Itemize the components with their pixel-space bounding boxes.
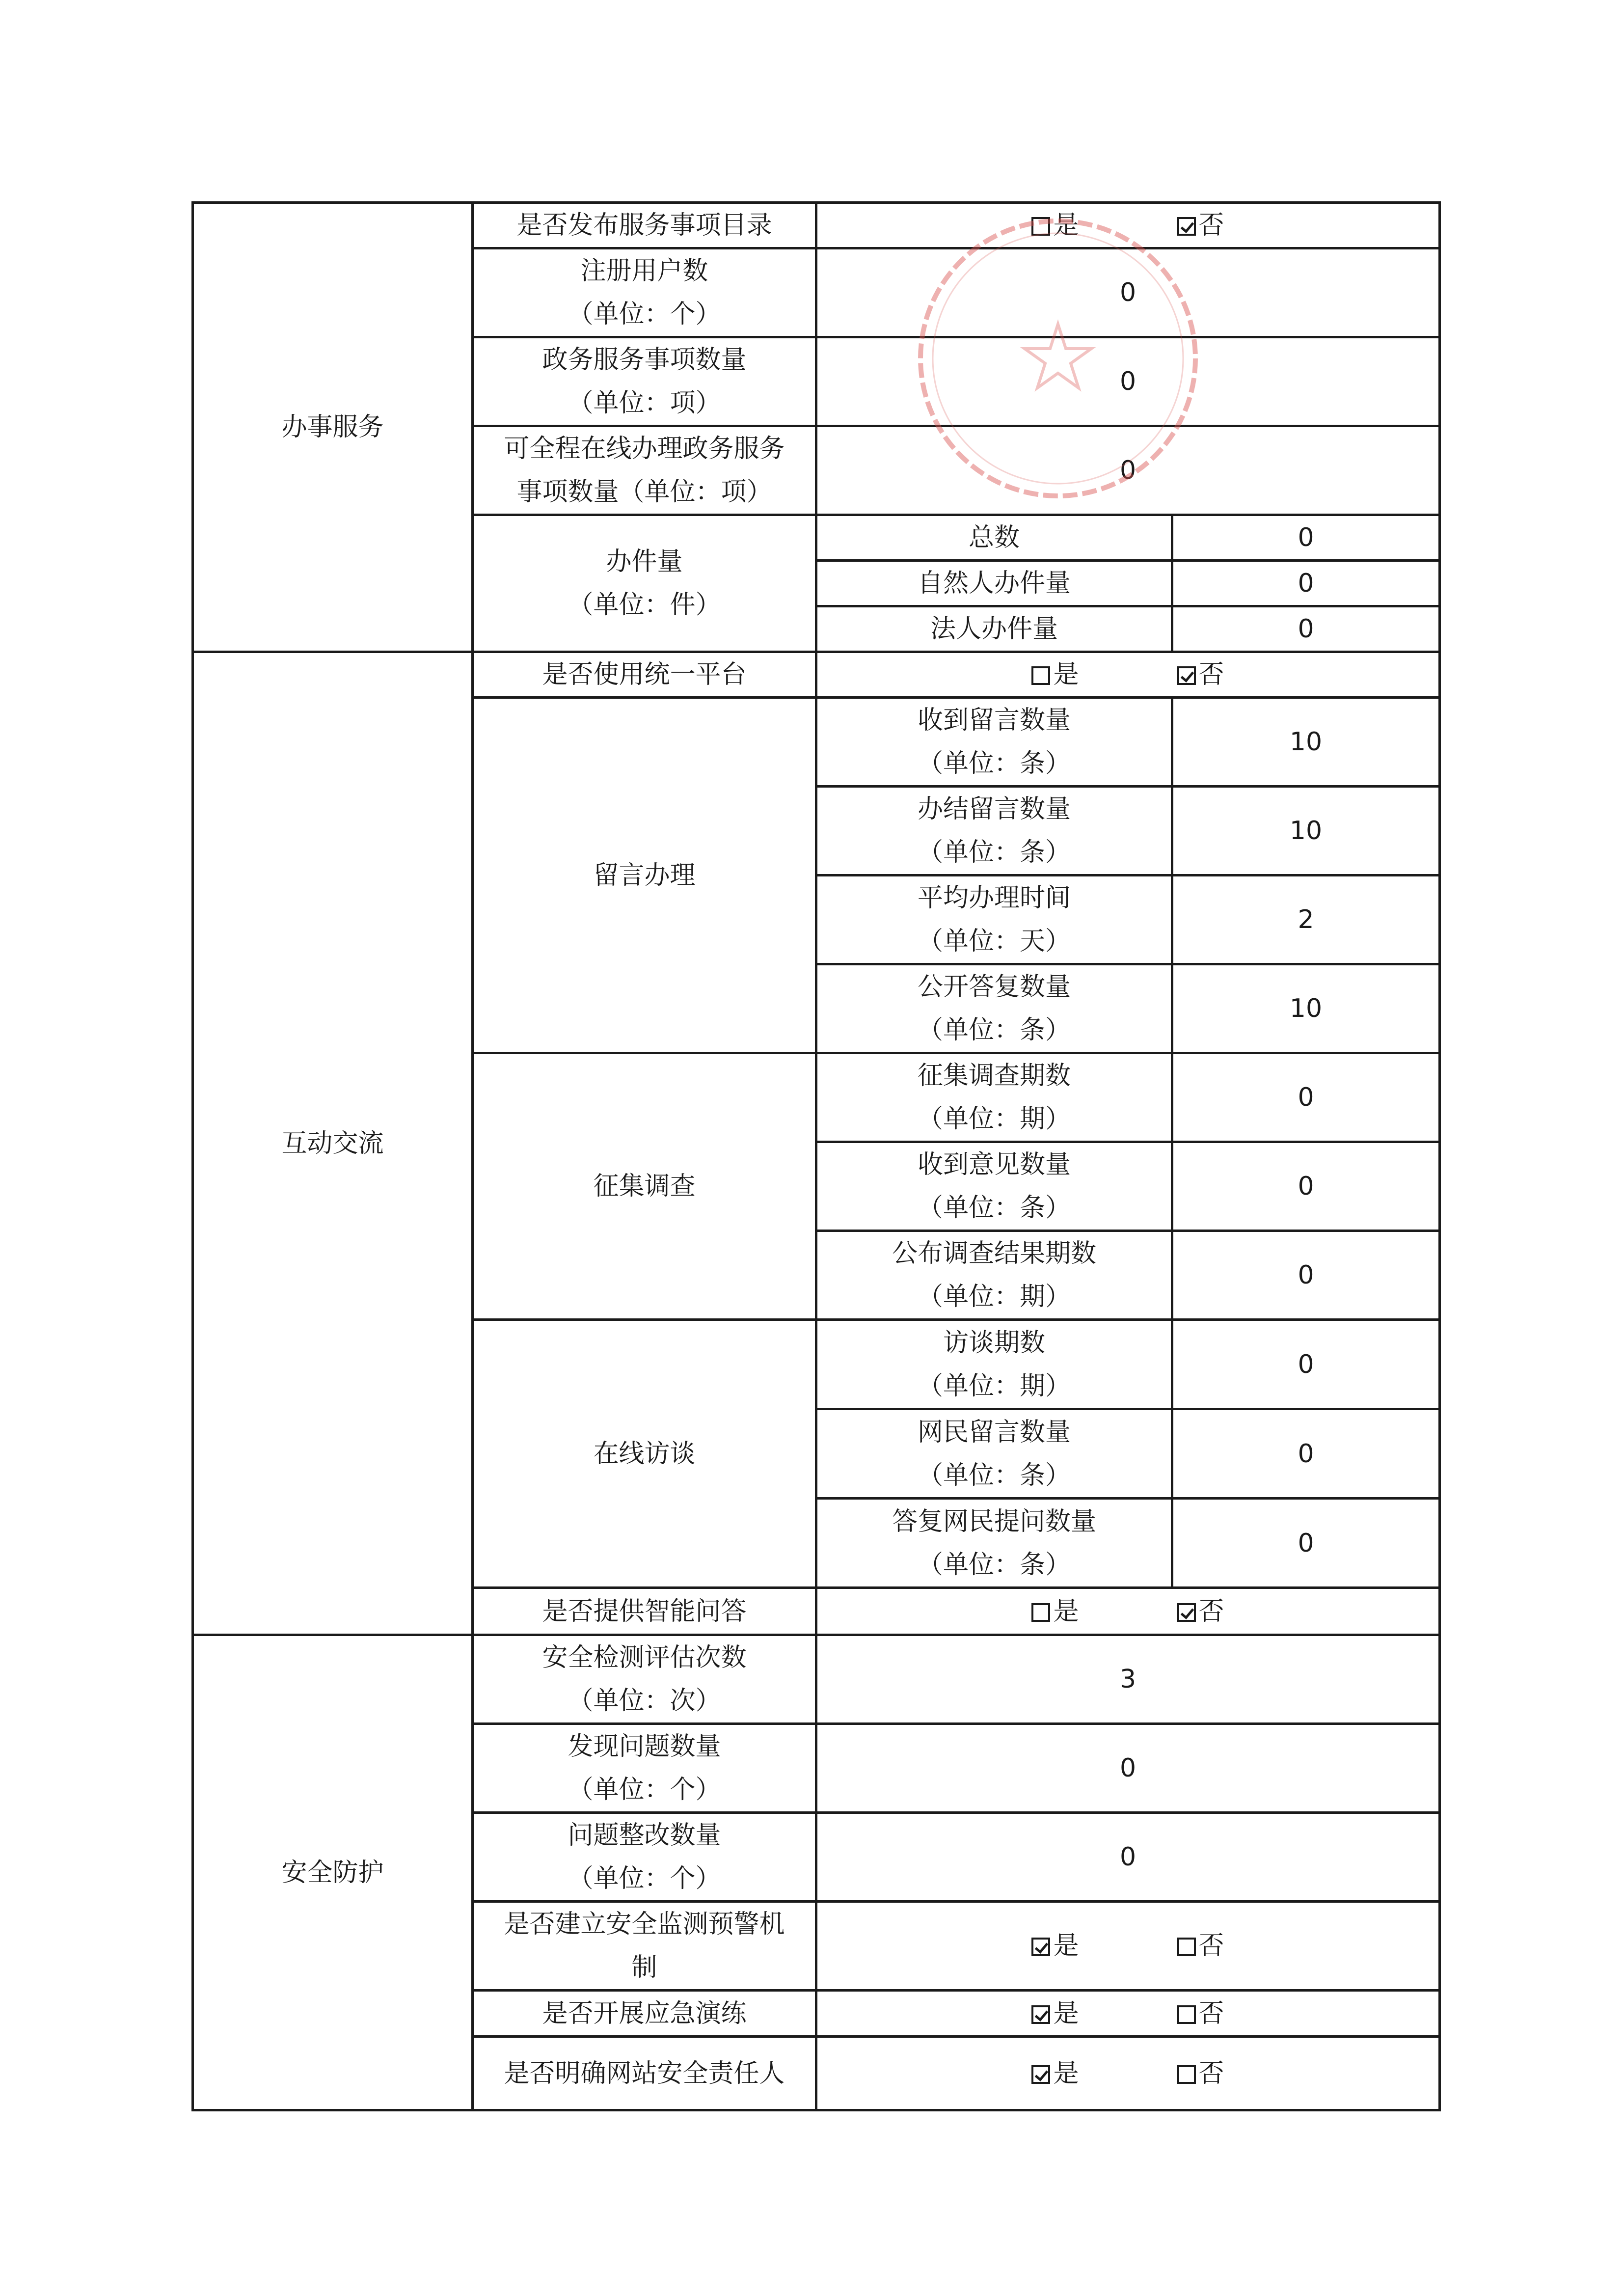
cases-natural-value: 0 [1172,561,1440,606]
yes-option [1031,204,1079,247]
interview-label: 在线访谈 [473,1320,816,1588]
avg-time-value: 2 [1172,875,1440,964]
no-label: 否 [1198,211,1224,240]
category-security: 安全防护 [193,1635,473,2110]
cases-legal-value: 0 [1172,606,1440,652]
no-label: 否 [1198,1998,1224,2028]
yes-label: 是 [1053,2058,1079,2088]
platform-label: 是否使用统一平台 [473,652,816,698]
empty-box-icon [1031,217,1050,236]
yes-label: 是 [1053,660,1079,689]
survey-periods-value: 0 [1172,1053,1440,1142]
no-option [1177,1590,1224,1633]
interview-answers-value: 0 [1172,1499,1440,1588]
smart-qa-choice [816,1588,1440,1635]
online-items-label: 可全程在线办理政务服务 事项数量（单位：项） [473,426,816,515]
no-option [1177,204,1224,247]
emergency-drill-label: 是否开展应急演练 [473,1991,816,2037]
emergency-drill-choice [816,1991,1440,2037]
issues-fixed-label: 问题整改数量 （单位：个） [473,1813,816,1902]
online-items-value: 0 [816,426,1440,515]
security-owner-choice [816,2037,1440,2110]
messages-received-label: 收到留言数量 （单位：条） [816,698,1172,787]
checked-box-icon [1031,2065,1050,2084]
cases-total-value: 0 [1172,515,1440,561]
interview-periods-label: 访谈期数 （单位：期） [816,1320,1172,1409]
smart-qa-label: 是否提供智能问答 [473,1588,816,1635]
service-items-label: 政务服务事项数量 （单位：项） [473,337,816,426]
no-label: 否 [1198,1931,1224,1961]
platform-choice [816,652,1440,698]
checked-box-icon [1177,217,1196,236]
yes-label: 是 [1053,1931,1079,1961]
cases-label: 办件量 （单位：件） [473,515,816,652]
warning-mechanism-label: 是否建立安全监测预警机 制 [473,1902,816,1991]
survey-periods-label: 征集调查期数 （单位：期） [816,1053,1172,1142]
issues-found-label: 发现问题数量 （单位：个） [473,1724,816,1813]
registered-users-value: 0 [816,248,1440,337]
yes-option [1031,2052,1079,2095]
yes-option [1031,1590,1079,1633]
yes-label: 是 [1053,1596,1079,1626]
public-replies-label: 公开答复数量 （单位：条） [816,964,1172,1053]
messages-done-value: 10 [1172,787,1440,875]
issues-fixed-value: 0 [816,1813,1440,1902]
catalog-choice [816,203,1440,248]
messages-received-value: 10 [1172,698,1440,787]
category-interaction: 互动交流 [193,652,473,1635]
yes-label: 是 [1053,1998,1079,2028]
cases-natural-label: 自然人办件量 [816,561,1172,606]
service-items-value: 0 [816,337,1440,426]
yes-option [1031,1924,1079,1968]
yes-label: 是 [1053,211,1079,240]
no-option [1177,653,1224,696]
category-service: 办事服务 [193,203,473,652]
warning-mechanism-choice [816,1902,1440,1991]
survey-opinions-value: 0 [1172,1142,1440,1231]
survey-results-label: 公布调查结果期数 （单位：期） [816,1231,1172,1320]
empty-box-icon [1031,666,1050,685]
empty-box-icon [1177,2005,1196,2024]
no-option [1177,1992,1224,2035]
checked-box-icon [1177,666,1196,685]
catalog-label: 是否发布服务事项目录 [473,203,816,248]
survey-results-value: 0 [1172,1231,1440,1320]
security-checks-value: 3 [816,1635,1440,1724]
message-handling-label: 留言办理 [473,698,816,1053]
no-option [1177,1924,1224,1968]
checked-box-icon [1031,2005,1050,2024]
public-replies-value: 10 [1172,964,1440,1053]
survey-opinions-label: 收到意见数量 （单位：条） [816,1142,1172,1231]
empty-box-icon [1177,2065,1196,2084]
survey-label: 征集调查 [473,1053,816,1320]
empty-box-icon [1031,1603,1050,1622]
cases-total-label: 总数 [816,515,1172,561]
no-option [1177,2052,1224,2095]
no-label: 否 [1198,660,1224,689]
no-label: 否 [1198,2058,1224,2088]
empty-box-icon [1177,1938,1196,1956]
cases-legal-label: 法人办件量 [816,606,1172,652]
website-statistics-table [191,201,1441,2111]
interview-answers-label: 答复网民提问数量 （单位：条） [816,1499,1172,1588]
registered-users-label: 注册用户数 （单位：个） [473,248,816,337]
security-owner-label: 是否明确网站安全责任人 [473,2037,816,2110]
avg-time-label: 平均办理时间 （单位：天） [816,875,1172,964]
yes-option [1031,1992,1079,2035]
yes-option [1031,653,1079,696]
checked-box-icon [1031,1938,1050,1956]
interview-messages-value: 0 [1172,1409,1440,1499]
interview-periods-value: 0 [1172,1320,1440,1409]
security-checks-label: 安全检测评估次数 （单位：次） [473,1635,816,1724]
messages-done-label: 办结留言数量 （单位：条） [816,787,1172,875]
no-label: 否 [1198,1596,1224,1626]
checked-box-icon [1177,1603,1196,1622]
issues-found-value: 0 [816,1724,1440,1813]
interview-messages-label: 网民留言数量 （单位：条） [816,1409,1172,1499]
